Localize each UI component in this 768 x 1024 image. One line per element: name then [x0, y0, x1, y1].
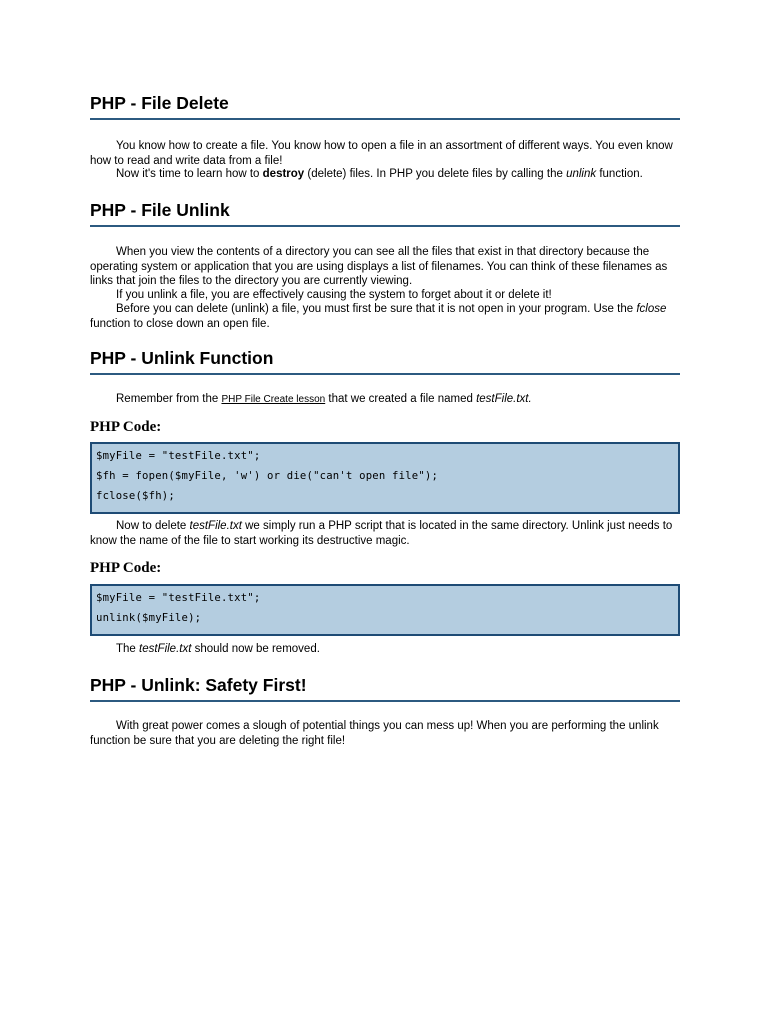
code-line: unlink($myFile); [96, 612, 202, 624]
testfile-italic: testFile.txt [139, 643, 192, 655]
paragraph-safety-text: With great power comes a slough of potential things you can mess up! When you are performing the unlink function be sure that you are deleting the right file! [90, 720, 659, 747]
code-block-1 [90, 442, 680, 514]
fclose-italic: fclose [636, 303, 667, 315]
code-title-2: PHP Code: [90, 560, 162, 576]
paragraph-destroy-text-b: (delete) files. In PHP you delete files by calling the [304, 168, 567, 180]
paragraph-fclose-text-a: Before you can delete (unlink) a file, you must first be sure that it is not open in your program. Use the [116, 303, 637, 315]
paragraph-remember-text-a: Remember from the [116, 393, 222, 405]
paragraph-forget-text: If you unlink a file, you are effectively causing the system to forget about it or delete it! [116, 289, 552, 301]
paragraph-delete-script-text-a: Now to delete [116, 520, 190, 532]
paragraph-removed [90, 642, 680, 657]
paragraph-remember [90, 392, 680, 408]
heading-safety-first: PHP - Unlink: Safety First! [90, 675, 680, 702]
code-line: $fh = fopen($myFile, 'w') or die("can't open file"); [96, 470, 439, 482]
testfile-italic: testFile.txt [189, 520, 242, 532]
php-file-create-lesson-link[interactable]: PHP File Create lesson [221, 394, 326, 405]
heading-file-delete: PHP - File Delete [90, 93, 680, 120]
code-line: $myFile = "testFile.txt"; [96, 592, 261, 604]
paragraph-remember-text-b: that we created a file named [325, 393, 477, 405]
paragraph-delete-script-text-b: we simply run a PHP script that is located in the same directory. Unlink just needs to know the name of the file to start working its destructive magic. [90, 520, 673, 547]
paragraph-directory-text: When you view the contents of a directory you can see all the files that exist in that directory because the operating system or application that you are using displays a list of filenames. You can think of these filenames as links that join the files to the directory you are currently viewing. [90, 246, 668, 287]
paragraph-fclose-text-b: function to close down an open file. [90, 317, 270, 330]
heading-file-unlink: PHP - File Unlink [90, 200, 680, 227]
paragraph-directory [90, 245, 680, 289]
destroy-bold: destroy [262, 168, 305, 180]
paragraph-destroy-text-c: function. [596, 168, 643, 180]
testfile-italic: testFile.txt. [476, 393, 532, 405]
paragraph-intro [90, 139, 680, 168]
paragraph-destroy [90, 167, 680, 182]
paragraph-destroy-text-a: Now it's time to learn how to [116, 168, 263, 180]
code-title-1: PHP Code: [90, 419, 162, 435]
code-line: $myFile = "testFile.txt"; [96, 450, 261, 462]
code-block-2 [90, 584, 680, 636]
paragraph-safety [90, 719, 680, 748]
unlink-italic: unlink [566, 168, 597, 180]
paragraph-forget [90, 288, 680, 303]
paragraph-removed-text-b: should now be removed. [191, 643, 320, 655]
paragraph-intro-text: You know how to create a file. You know how to open a file in an assortment of different ways. You even know how to read and write data from a file! [90, 140, 673, 167]
heading-unlink-function: PHP - Unlink Function [90, 348, 680, 375]
paragraph-delete-script [90, 519, 680, 548]
paragraph-fclose [90, 302, 680, 331]
paragraph-removed-text-a: The [116, 643, 140, 655]
code-line: fclose($fh); [96, 490, 175, 502]
